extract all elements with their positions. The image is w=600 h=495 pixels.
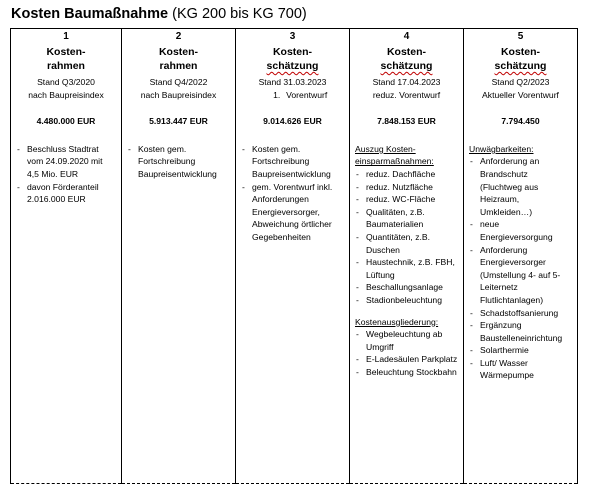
column-1 [11, 29, 122, 484]
column-number: 2 [175, 31, 182, 42]
column-heading-line2: schätzung [380, 60, 433, 72]
title-bold: Kosten Baumaßnahme [11, 6, 169, 22]
section-heading: Auszug Kosten-einsparmaßnahmen: [355, 143, 434, 167]
column-heading-line1: Kosten- [386, 46, 427, 58]
column-heading-line2: rahmen [159, 60, 198, 72]
list-item: - gem. Vorentwurf inkl. Anforderungen Energieversorger, Abweichung örtlicher Gegebenheiten [241, 181, 344, 244]
list-item: - reduz. Nutzfläche [355, 181, 458, 194]
column-stand: Stand 31.03.2023 [258, 77, 327, 87]
column-stand: Stand Q2/2023 [491, 77, 550, 87]
list-item: - Wegbeleuchtung ab Umgriff [355, 328, 458, 353]
list-item: - Haustechnik, z.B. FBH, Lüftung [355, 256, 458, 281]
list-item: - Kosten gem. Fortschreibung Baupreisentwicklung [241, 143, 344, 181]
column-subtitle: Aktueller Vorentwurf [482, 89, 559, 100]
list-item: - Quantitäten, z.B. Duschen [355, 231, 458, 256]
list-item: - Schadstoffsanierung [469, 307, 572, 320]
list-item: - Anforderung an Brandschutz (Fluchtweg aus Heizraum, Umkleiden…) [469, 155, 572, 218]
list-item: - davon Förderanteil 2.016.000 EUR [16, 181, 116, 206]
column-heading-line2: rahmen [47, 60, 85, 72]
column-heading-line1: Kosten- [46, 46, 86, 58]
column-amount: 7.794.450 [501, 116, 540, 127]
column-number: 1 [63, 31, 69, 42]
section-heading: Kostenausgliederung: [355, 316, 439, 327]
column-amount: 5.913.447 EUR [149, 116, 208, 127]
column-amount: 4.480.000 EUR [36, 116, 96, 127]
column-subtitle [241, 89, 344, 102]
list-item: - Qualitäten, z.B. Baumaterialien [355, 206, 458, 231]
list-item: - E-Ladesäulen Parkplatz [355, 353, 458, 366]
cost-table [10, 28, 578, 484]
column-stand: Stand 17.04.2023 [372, 77, 441, 87]
column-amount: 9.014.626 EUR [263, 116, 322, 127]
column-4 [350, 29, 464, 484]
section-heading: Unwägbarkeiten: [469, 143, 534, 154]
list-item: - Kosten gem. Fortschreibung Baupreisentwicklung [127, 143, 230, 181]
list-item: - reduz. Dachfläche [355, 168, 458, 181]
list-item: - neue Energieversorgung [469, 218, 572, 243]
column-heading-line1: Kosten- [272, 46, 313, 58]
column-subtitle: nach Baupreisindex [28, 89, 104, 100]
subtitle-text: Vorentwurf [286, 89, 328, 100]
column-stand: Stand Q3/2020 [37, 77, 95, 87]
list-item: - Anforderung Energieversorger (Umstellung 4- auf 5-Leiternetz Flutlichtanlagen) [469, 244, 572, 307]
column-heading-line1: Kosten- [158, 46, 199, 58]
document-title [11, 6, 307, 22]
column-number: 3 [289, 31, 296, 42]
list-item: - Beleuchtung Stockbahn [355, 366, 458, 379]
list-item: - reduz. WC-Fläche [355, 193, 458, 206]
column-3 [236, 29, 350, 484]
title-rest: (KG 200 bis KG 700) [168, 6, 307, 22]
column-heading-line1: Kosten- [500, 46, 541, 58]
column-number: 5 [517, 31, 524, 42]
column-5 [464, 29, 578, 484]
table-row [11, 29, 578, 484]
list-item: - Luft/ Wasser Wärmepumpe [469, 357, 572, 382]
column-amount: 7.848.153 EUR [377, 116, 436, 127]
list-item: - Ergänzung Baustelleneinrichtung [469, 319, 572, 344]
subtitle-number: 1. [273, 89, 281, 100]
column-heading-line2: schätzung [266, 60, 319, 72]
column-subtitle: reduz. Vorentwurf [372, 89, 441, 100]
column-2 [122, 29, 236, 484]
column-heading-line2: schätzung [494, 60, 547, 72]
list-item: - Beschallungsanlage [355, 281, 458, 294]
column-subtitle: nach Baupreisindex [140, 89, 217, 100]
list-item: - Stadionbeleuchtung [355, 294, 458, 307]
column-stand: Stand Q4/2022 [149, 77, 208, 87]
column-number: 4 [403, 31, 410, 42]
list-item: - Beschluss Stadtrat vom 24.09.2020 mit 4,5 Mio. EUR [16, 143, 116, 181]
list-item: - Solarthermie [469, 344, 572, 357]
